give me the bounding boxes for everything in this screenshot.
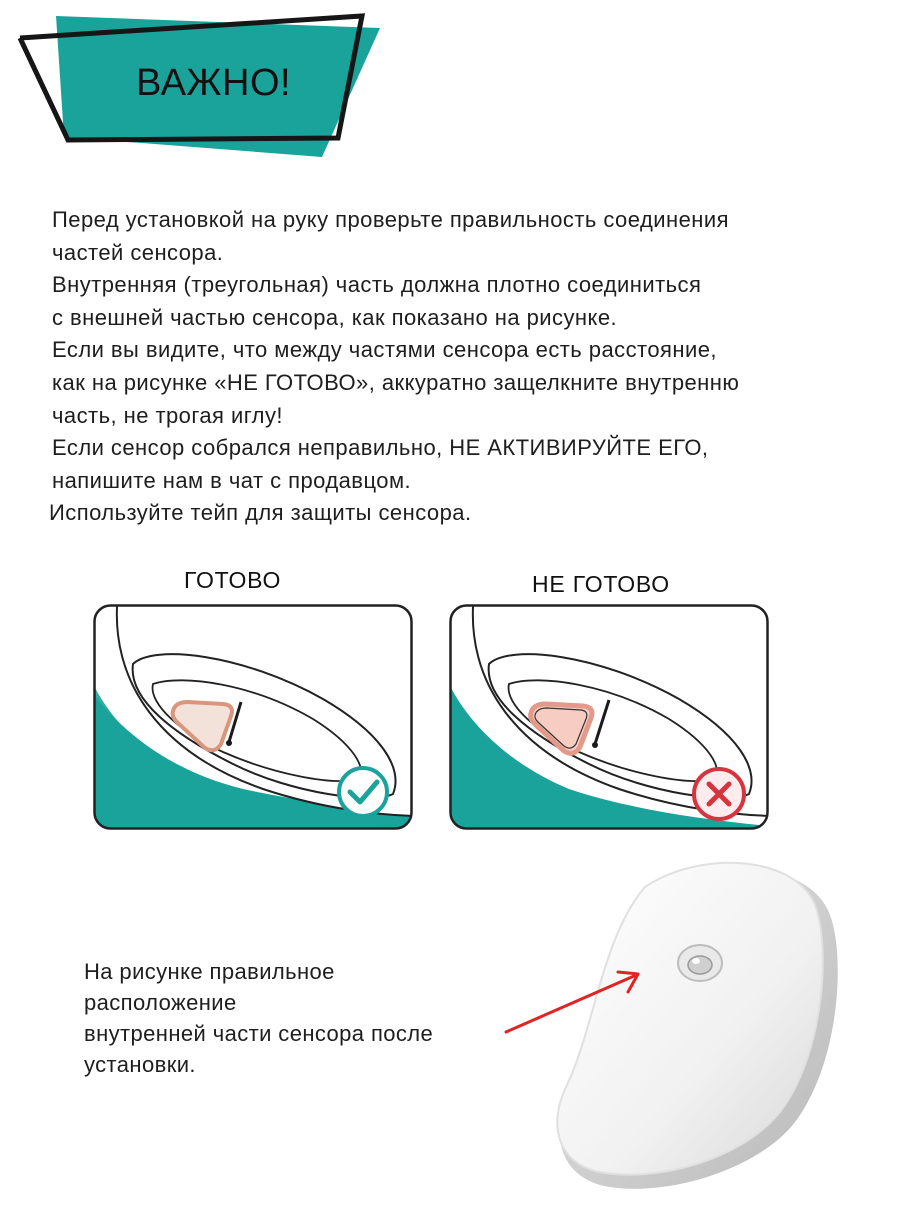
ready-illustration (93, 604, 413, 830)
ready-caption: ГОТОВО (184, 567, 282, 593)
instructions-text (49, 204, 882, 530)
instruction-line: напишите нам в чат с продавцом. (52, 467, 412, 493)
important-banner (0, 0, 400, 170)
note-line: внутренней части сенсора после (84, 1021, 434, 1046)
note-line: На рисунке правильное (84, 959, 335, 984)
instruction-line: часть, не трогая иглу! (52, 402, 283, 428)
note-line: расположение (84, 990, 237, 1015)
not-ready-illustration (449, 604, 769, 830)
checkmark-icon (339, 768, 387, 816)
instruction-line: Используйте тейп для защиты сенсора. (49, 500, 472, 526)
instruction-line: Внутренняя (треугольная) часть должна плотно соединиться (52, 272, 702, 298)
note-line: установки. (84, 1052, 196, 1077)
pointer-arrow (500, 960, 660, 1040)
banner-title: ВАЖНО! (136, 62, 292, 104)
instruction-line: Если сенсор собрался неправильно, НЕ АКТИВИРУЙТЕ ЕГО, (52, 435, 709, 461)
instruction-line: частей сенсора. (52, 239, 224, 265)
instruction-line: Если вы видите, что между частями сенсора есть расстояние, (52, 337, 717, 363)
instruction-line: как на рисунке «НЕ ГОТОВО», аккуратно защелкните внутренню (52, 369, 740, 395)
instruction-line: Перед установкой на руку проверьте правильность соединения (52, 207, 729, 232)
cross-icon (694, 769, 744, 819)
instruction-line: с внешней частью сенсора, как показано на рисунке. (52, 304, 618, 330)
not-ready-caption: НЕ ГОТОВО (532, 571, 670, 597)
sensor-note (84, 956, 433, 1080)
